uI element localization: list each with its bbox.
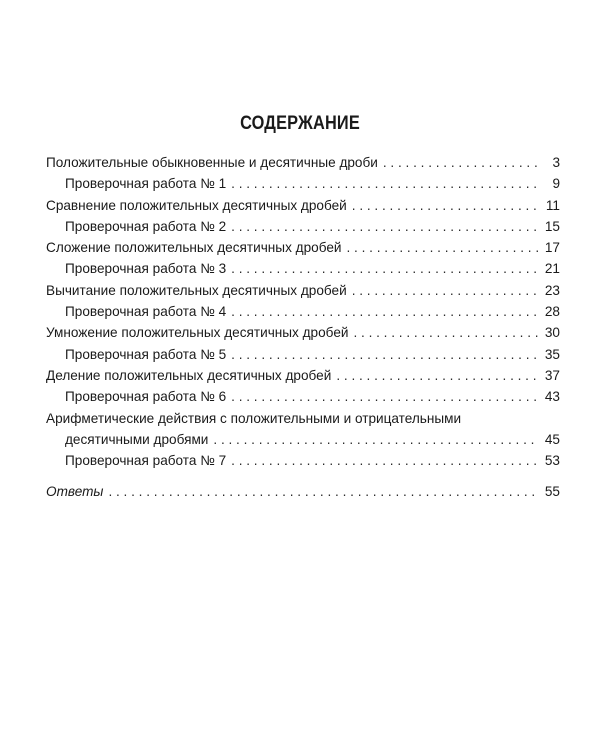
toc-page-number: 3	[552, 155, 560, 170]
toc-entry-label: Положительные обыкновенные и десятичные дроби	[46, 155, 378, 170]
toc-page-number: 43	[544, 389, 560, 405]
dot-leader	[231, 216, 539, 237]
toc-page-number: 55	[544, 484, 560, 500]
toc-page-number: 30	[544, 325, 560, 341]
dot-leader	[352, 195, 540, 216]
toc-entry-label: Умножение положительных десятичных дробей	[46, 325, 349, 341]
toc-entry-label: Проверочная работа № 5	[65, 346, 227, 362]
toc-entry	[46, 344, 560, 365]
toc-entry	[46, 258, 560, 279]
toc-entry	[46, 195, 560, 216]
dot-leader	[231, 450, 539, 471]
toc-entry-label: Проверочная работа № 4	[65, 304, 227, 320]
toc-page-number: 21	[544, 261, 560, 277]
toc-page-number: 53	[544, 453, 560, 469]
toc-entry-label: Проверочная работа № 7	[65, 453, 227, 469]
toc-entry-label: Сложение положительных десятичных дробей	[46, 240, 342, 256]
toc-page-number: 28	[544, 304, 560, 320]
toc-entry-label: Проверочная работа № 1	[65, 176, 227, 192]
toc-page-number: 15	[544, 218, 560, 234]
toc-entry	[46, 301, 560, 322]
dot-leader	[347, 237, 539, 258]
toc-entry	[46, 152, 560, 173]
dot-leader	[231, 344, 539, 365]
dot-leader	[383, 152, 540, 173]
toc-entry-label-line1: Арифметические действия с положительными и отрицательными	[46, 410, 462, 426]
spacer	[46, 471, 560, 481]
toc-entry	[46, 280, 560, 301]
toc-entry	[46, 322, 560, 343]
table-of-contents	[46, 152, 560, 503]
dot-leader	[231, 173, 540, 194]
toc-page-number: 9	[552, 176, 560, 192]
dot-leader	[231, 258, 539, 279]
toc-entry	[46, 237, 560, 258]
toc-entry	[46, 173, 560, 194]
toc-entry-label: Проверочная работа № 6	[65, 389, 227, 405]
toc-entry-continuation	[46, 429, 560, 450]
dot-leader	[353, 322, 538, 343]
toc-entry-label-line2: десятичными дробями	[65, 431, 209, 447]
toc-entry	[46, 216, 560, 237]
toc-page-number: 23	[544, 282, 560, 298]
toc-entry-label: Ответы	[46, 484, 104, 500]
toc-entry-label: Сравнение положительных десятичных дробей	[46, 197, 347, 213]
toc-entry	[46, 408, 560, 451]
dot-leader	[213, 429, 538, 450]
dot-leader	[231, 386, 539, 407]
toc-entry	[46, 386, 560, 407]
dot-leader	[231, 301, 539, 322]
toc-entry-answers	[46, 481, 560, 502]
toc-entry-label: Вычитание положительных десятичных дробей	[46, 282, 347, 298]
dot-leader	[108, 481, 538, 502]
toc-entry-label: Деление положительных десятичных дробей	[46, 367, 332, 383]
toc-page-number: 35	[544, 346, 560, 362]
toc-entry	[46, 365, 560, 386]
toc-page-number: 17	[544, 240, 560, 256]
toc-entry-label: Проверочная работа № 3	[65, 261, 227, 277]
toc-page-number: 45	[544, 431, 560, 447]
dot-leader	[336, 365, 539, 386]
dot-leader	[352, 280, 539, 301]
toc-page-number: 11	[545, 197, 560, 213]
toc-entry-label: Проверочная работа № 2	[65, 218, 227, 234]
toc-entry	[46, 450, 560, 471]
toc-page-number: 37	[544, 367, 560, 383]
page-title: СОДЕРЖАНИЕ	[240, 113, 360, 134]
